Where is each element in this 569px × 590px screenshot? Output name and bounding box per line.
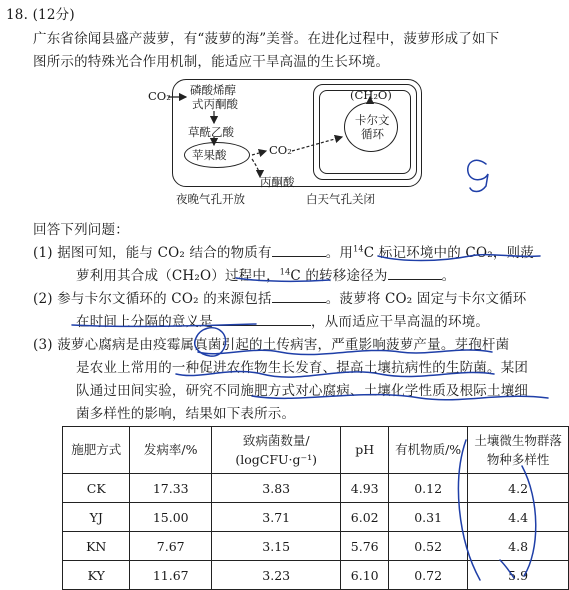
malate-label: 苹果酸 [192,148,227,162]
q2-b-pre: 在时间上分隔的意义是 [76,314,213,330]
cell-ph: 6.02 [341,503,389,532]
header-pathogen-2: (logCFU·g⁻¹) [235,452,318,467]
question-header [6,3,75,23]
cell-organic: 0.72 [389,561,468,590]
cell-method: KY [63,561,130,590]
cell-rate: 15.00 [130,503,212,532]
header-rate: 发病率/% [130,427,212,474]
co2-left-label: CO₂ [148,89,171,103]
q1-line-1 [33,241,534,261]
cell-ph: 5.76 [341,532,389,561]
q2-blank-2[interactable] [213,313,311,326]
ink-scribble-g [468,160,488,191]
header-diversity [468,427,569,474]
results-table [62,426,569,590]
q1-b-post: C 的转移途径为 [290,268,388,284]
intro-line-1: 广东省徐闻县盛产菠萝，有“菠萝的海”美誉。在进化过程中，菠萝形成了如下 [33,31,500,47]
arrow-malate-to-co2 [252,151,266,155]
oaa-label: 草酰乙酸 [188,125,234,139]
header-pathogen-1: 致病菌数量/ [242,432,310,448]
cell-diversity: 4.2 [468,474,569,503]
cell-ph: 4.93 [341,474,389,503]
q3-line-1: (3) 菠萝心腐病是由疫霉属真菌引起的土传病害，严重影响菠萝产量。芽孢杆菌 [33,337,510,353]
header-diversity-2: 物种多样性 [486,452,550,467]
q1-a-mid: 。用 [325,245,354,261]
q2-b-post: ，从而适应干旱高温的环境。 [311,314,490,330]
q1-a-post: C 标记环境中的 CO₂，则菠 [363,245,534,261]
q2-line-1 [33,287,527,307]
q1-line-2 [76,264,455,284]
night-label: 夜晚气孔开放 [176,192,245,206]
cell-method: KN [63,532,130,561]
q1-b-pre: 萝利用其合成（CH₂O）过程中， [76,268,280,284]
calvin-label-1: 卡尔文 [355,113,390,127]
cell-pathogen: 3.83 [212,474,341,503]
question-score: (12分) [32,7,75,23]
cell-diversity: 4.8 [468,532,569,561]
header-ph: pH [341,427,389,474]
table-row [63,532,569,561]
cell-pathogen: 3.71 [212,503,341,532]
cell-rate: 17.33 [130,474,212,503]
header-organic: 有机物质/% [389,427,468,474]
table-row [63,474,569,503]
q1-sup-a: 14 [353,244,364,254]
q2-a-pre: (2) 参与卡尔文循环的 CO₂ 的来源包括 [33,291,272,307]
q1-blank-1[interactable] [272,244,326,257]
header-method: 施肥方式 [63,427,130,474]
arrow-malate-to-pyruvate [252,159,260,177]
cell-diversity: 5.9 [468,561,569,590]
day-label: 白天气孔关闭 [306,192,375,206]
header-pathogen [212,427,341,474]
q3-line-4: 菌多样性的影响，结果如下表所示。 [76,406,296,422]
cell-organic: 0.31 [389,503,468,532]
cell-ph: 6.10 [341,561,389,590]
cam-diagram [148,79,438,215]
ch2o-label: (CH₂O) [350,88,392,102]
cell-method: CK [63,474,130,503]
calvin-label-2: 循环 [361,127,384,141]
question-number: 18. [6,7,29,23]
q2-blank-1[interactable] [272,290,326,303]
co2-mid-label: CO₂ [269,143,292,157]
cell-pathogen: 3.15 [212,532,341,561]
intro-line-2: 图所示的特殊光合作用机制，能适应干旱高温的生长环境。 [33,54,390,70]
q1-a-pre: (1) 据图可知，能与 CO₂ 结合的物质有 [33,245,272,261]
cell-organic: 0.12 [389,474,468,503]
table-header-row [63,427,569,474]
pep-label-1: 磷酸烯醇 [190,83,236,97]
q3-line-2: 是农业上常用的一种促进农作物生长发育、提高土壤抗病性的生防菌。某团 [76,360,529,376]
arrow-co2-to-calvin [292,137,342,151]
q2-a-post: 。菠萝将 CO₂ 固定与卡尔文循环 [325,291,527,307]
q1-b-end: 。 [441,268,456,284]
cell-rate: 11.67 [130,561,212,590]
cell-diversity: 4.4 [468,503,569,532]
cell-rate: 7.67 [130,532,212,561]
pep-label-2: 式丙酮酸 [192,97,238,111]
q1-blank-2[interactable] [388,267,442,280]
cell-pathogen: 3.23 [212,561,341,590]
table-row [63,561,569,590]
q1-sup-b: 14 [279,267,291,277]
pyruvate-label: 丙酮酸 [260,175,295,189]
cell-organic: 0.52 [389,532,468,561]
q2-line-2 [76,310,489,330]
table-row [63,503,569,532]
cell-method: YJ [63,503,130,532]
header-diversity-1: 土壤微生物群落 [474,432,562,448]
prompt-line: 回答下列问题： [33,222,129,238]
q3-line-3: 队通过田间实验，研究不同施肥方式对心腐病、土壤化学性质及根际土壤细 [76,383,529,399]
